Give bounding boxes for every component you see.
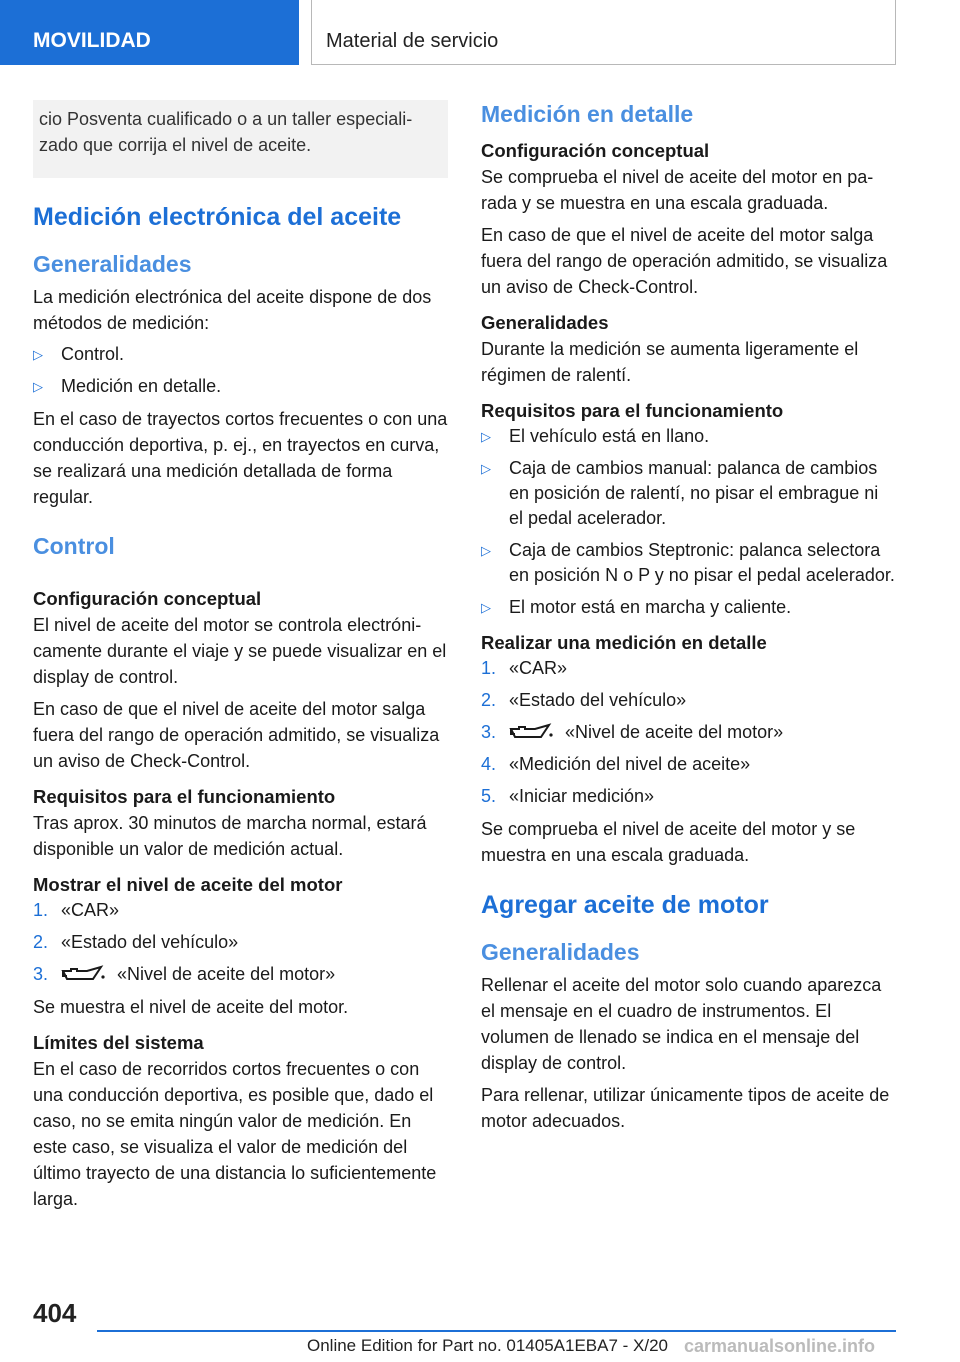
heading-generalidades: Generalidades	[33, 251, 192, 277]
oil-can-icon	[61, 965, 105, 985]
heading-do-detail-measurement: Realizar una medición en detalle	[481, 632, 767, 653]
oil-can-icon	[509, 723, 553, 743]
list-item	[481, 784, 896, 809]
step-number: 1.	[33, 900, 49, 920]
heading-generalidades: Generalidades	[481, 312, 609, 333]
note-text: cio Posventa cualificado o a un taller especializado que corrija el nivel de aceite.	[39, 109, 413, 155]
heading-requirements: Requisitos para el funcionamiento	[33, 786, 336, 807]
show-result-text: Se muestra el nivel de aceite del motor.	[33, 997, 349, 1017]
section-title-add-oil: Agregar aceite de motor	[481, 891, 769, 919]
step-text: «Nivel de aceite del motor»	[117, 964, 336, 984]
step-text: «Nivel de aceite del motor»	[565, 722, 784, 742]
list-item	[33, 962, 448, 987]
add-oil-text-1: Rellenar el aceite del motor solo cuando aparezca el mensaje en el cuadro de instrumentos. El volumen de llenado se indica en el mensaje del display de control.	[481, 975, 882, 1073]
list-item: ▷ El motor está en marcha y caliente.	[481, 595, 896, 620]
note-box	[33, 100, 448, 178]
list-item: ▷ Control.	[33, 342, 448, 367]
list-item	[481, 688, 896, 713]
watermark: carmanualsonline.info	[684, 1336, 876, 1356]
heading-show-oil-level: Mostrar el nivel de aceite del motor	[33, 874, 343, 895]
chapter-tab: Material de servicio	[311, 0, 896, 65]
requirements-list	[481, 424, 896, 620]
detail-steps-list	[481, 656, 896, 809]
list-item: ▷ El vehículo está en llano.	[481, 424, 896, 449]
config-text-1: El nivel de aceite del motor se controla electrónicamente durante el viaje y se puede visualizar en el display de control.	[33, 615, 447, 687]
heading-system-limits: Límites del sistema	[33, 1032, 204, 1053]
section-tab: MOVILIDAD	[0, 0, 299, 65]
show-steps-list	[33, 898, 448, 987]
methods-list	[33, 342, 448, 399]
generalidades-text-2: En el caso de trayectos cortos frecuentes o con una conducción deportiva, p. ej., en trayectos en curva, se realizará una medición detallada de forma regular.	[33, 409, 448, 507]
list-item: ▷ Caja de cambios Steptronic: palanca selectora en posición N o P y no pisar el pedal acelerador.	[481, 538, 896, 588]
right-column	[481, 100, 896, 1140]
add-oil-text-2: Para rellenar, utilizar únicamente tipos de aceite de motor adecuados.	[481, 1085, 890, 1131]
heading-detail-measurement: Medición en detalle	[481, 101, 694, 127]
limits-text: En el caso de recorridos cortos frecuentes o con una conducción deportiva, es posible que, dado el caso, no se emita ningún valor de medición. En este caso, se visualiza el valor de medición del último trayecto de una distancia lo suficientemente larga.	[33, 1059, 437, 1209]
step-text: «Iniciar medición»	[509, 786, 655, 806]
generalidades-text: Durante la medición se aumenta ligeramente el régimen de ralentí.	[481, 339, 859, 385]
config-text-1: Se comprueba el nivel de aceite del motor en parada y se muestra en una escala graduada.	[481, 167, 874, 213]
step-text: «Estado del vehículo»	[61, 932, 239, 952]
step-number: 3.	[481, 722, 497, 742]
heading-requirements: Requisitos para el funcionamiento	[481, 400, 784, 421]
list-item	[33, 898, 448, 923]
step-number: 3.	[33, 964, 49, 984]
footer-divider	[97, 1330, 896, 1332]
heading-generalidades-add: Generalidades	[481, 939, 640, 965]
footer-edition: Online Edition for Part no. 01405A1EBA7 - X/20	[307, 1336, 669, 1355]
section-title-electronic-oil: Medición electrónica del aceite	[33, 203, 402, 231]
step-number: 4.	[481, 754, 497, 774]
list-item	[33, 930, 448, 955]
list-item: ▷ Caja de cambios manual: palanca de cambios en posición de ralentí, no pisar el embrague ni el pedal acelerador.	[481, 456, 896, 531]
detail-result-text: Se comprueba el nivel de aceite del motor y se muestra en una escala graduada.	[481, 819, 856, 865]
config-text-2: En caso de que el nivel de aceite del motor salga fuera del rango de operación admitido, se visualiza un aviso de Check-Control.	[33, 699, 440, 771]
step-text: «Medición del nivel de aceite»	[509, 754, 751, 774]
list-item	[481, 656, 896, 681]
heading-config: Configuración conceptual	[481, 140, 710, 161]
generalidades-text: La medición electrónica del aceite dispone de dos métodos de medición:	[33, 287, 432, 333]
list-item	[481, 720, 896, 745]
step-number: 5.	[481, 786, 497, 806]
step-number: 1.	[481, 658, 497, 678]
step-text: «CAR»	[61, 900, 120, 920]
heading-config: Configuración conceptual	[33, 588, 262, 609]
heading-control: Control	[33, 533, 115, 559]
list-item	[481, 752, 896, 777]
step-number: 2.	[33, 932, 49, 952]
step-text: «CAR»	[509, 658, 568, 678]
step-number: 2.	[481, 690, 497, 710]
config-text-2: En caso de que el nivel de aceite del motor salga fuera del rango de operación admitido, se visualiza un aviso de Check-Control.	[481, 225, 888, 297]
list-item: ▷ Medición en detalle.	[33, 374, 448, 399]
step-text: «Estado del vehículo»	[509, 690, 687, 710]
left-column	[33, 100, 448, 1218]
requirements-text: Tras aprox. 30 minutos de marcha normal, estará disponible un valor de medición actual.	[33, 813, 427, 859]
page-number: 404	[33, 1298, 77, 1328]
